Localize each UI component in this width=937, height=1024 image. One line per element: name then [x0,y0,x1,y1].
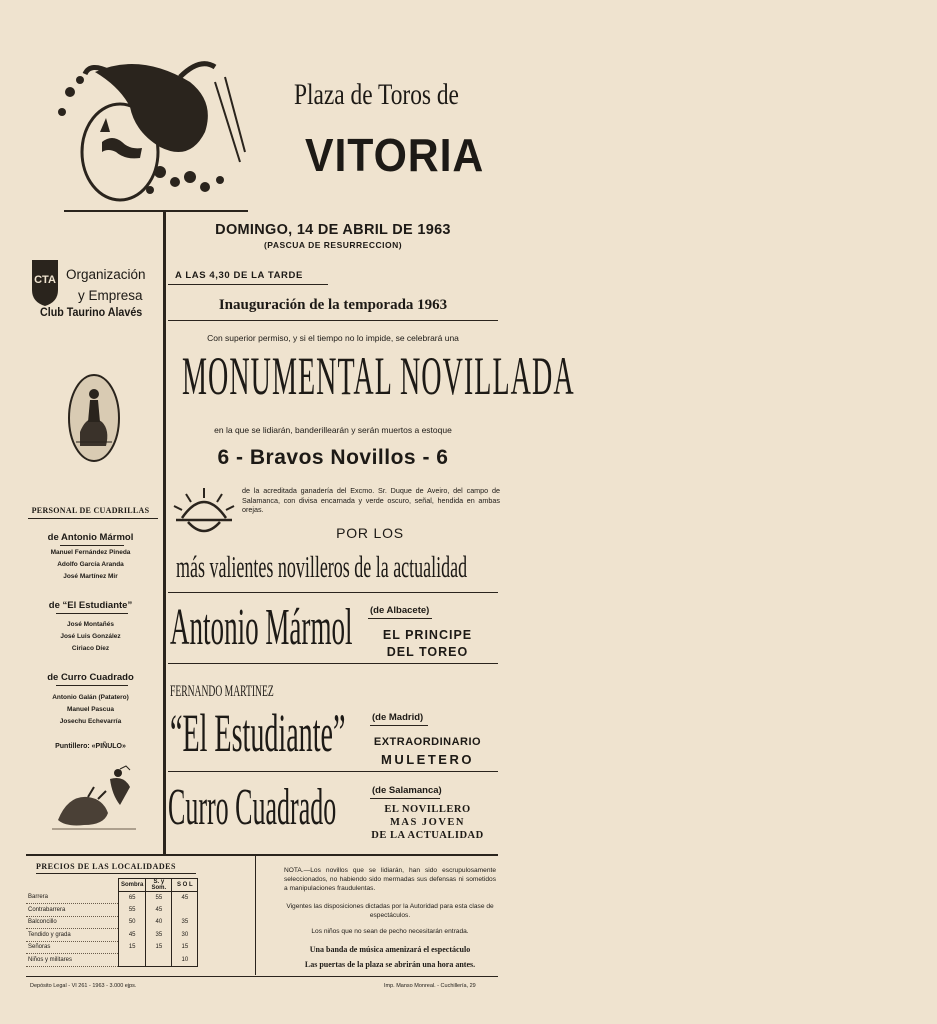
inauguration [168,296,498,314]
cuadrilla-3-title: de Curro Cuadrado [47,672,134,683]
price-value: 15 [172,941,198,954]
price-value [146,954,172,967]
price-value: 10 [172,954,198,967]
top-divider [64,210,248,212]
cuadrilla-1-member-2: Adolfo García Aranda [57,561,124,568]
footer-imprenta: Imp. Manso Monreal. - Cuchillería, 29 [384,983,476,989]
table-row [26,941,198,954]
title-line [282,78,482,112]
matador-3-tagline1: EL NOVILLERO [384,804,471,815]
cuadrilla-1-member-1: Manuel Fernández Pineda [50,549,131,556]
bullfight-sketch-illustration [48,765,140,837]
cuadrilla-3-title-underline [56,685,128,686]
matador-2-name-text: “El Estudiante” [170,703,346,763]
matador-2-name [170,702,360,764]
vertical-divider [163,210,166,854]
event-time: A LAS 4,30 DE LA TARDE [175,270,303,281]
matador-2-pre [170,683,300,701]
prices-header-spacer [26,879,119,892]
matador-2-pre-text: FERNANDO MARTINEZ [170,683,274,700]
note-nota: NOTA.—Los novillos que se lidiarán, han sido escrupulosamente seleccionados, no habiendo sido mermadas sus defensas ni sometidos a manipulaciones fraudulentas. [284,867,496,892]
price-value [119,954,146,967]
price-value: 35 [146,929,172,942]
organizer-line1: Organización [66,267,146,282]
price-value: 45 [172,892,198,904]
matador-1-origin: (de Albacete) [370,605,430,616]
table-row [26,904,198,917]
price-label: Balconcillo [26,916,119,929]
cuadrilla-3-member-1: Antonio Galán (Patatero) [52,694,129,701]
price-value: 35 [172,916,198,929]
price-value: 15 [146,941,172,954]
price-value: 15 [119,941,146,954]
price-label: Señoras [26,941,119,954]
lidiaran-text: en la que se lidiarán, banderillearán y serán muertos a estoque [214,425,452,435]
table-row [26,892,198,904]
prices-col-sol-sombra: S. y Som. [146,879,172,892]
title-city-text: VITORIA [305,129,485,181]
cuadrilla-1-title-underline [60,545,124,546]
price-label: Barrera [26,892,119,904]
note-ninos: Los niños que no sean de pecho necesitarán entrada. [311,928,469,935]
cuadrilla-2-member-1: José Montañés [67,621,114,628]
price-value [172,904,198,917]
inauguration-rule [168,320,498,321]
bottom-divider [26,854,498,856]
matador-3-name-text: Curro Cuadrado [168,779,337,836]
permission-text: Con superior permiso, y si el tiempo no lo impide, se celebrará una [207,333,459,343]
price-value: 50 [119,916,146,929]
cuadrilla-3-member-2: Manuel Pascua [67,706,114,713]
title-city [305,128,485,182]
valientes-text: más valientes novilleros de la actualidad [176,549,468,584]
bull-wreath-illustration [40,52,250,212]
price-label: Contrabarrera [26,904,119,917]
prices-heading-rule [36,873,196,874]
prices-col-sol: S O L [172,879,198,892]
por-los-text: POR LOS [336,525,404,541]
matador-2-origin-underline [370,725,428,726]
ganaderia-text: de la acreditada ganadería del Excmo. Sr. Duque de Aveiro, del campo de Salamanca, con divisa encarnada y verde oscuro, señal, hendida en ambas orejas. [242,486,500,514]
time-underline [168,284,328,285]
footer-divider [26,976,498,977]
price-value: 30 [172,929,198,942]
matador-3-origin-underline [370,798,440,799]
table-row [26,929,198,942]
price-value: 40 [146,916,172,929]
title-line-text: Plaza de Toros de [294,78,459,111]
price-value: 55 [146,892,172,904]
note-vigentes: Vigentes las disposiciones dictadas por la Autoridad para esta clase de espectáculos. [286,903,494,919]
matador-1-rule [168,663,498,664]
matador-2-tagline2: MULETERO [381,752,474,767]
matador-1-tagline2: DEL TOREO [386,645,469,659]
divisa-brand-icon [168,484,240,540]
cuadrilla-2-title: de “El Estudiante” [48,600,133,611]
organizer-line2: y Empresa [78,288,143,303]
cuadrilla-2-member-3: Ciriaco Díez [71,645,110,652]
prices-heading: PRECIOS DE LAS LOCALIDADES [36,862,176,871]
price-value: 45 [119,929,146,942]
event-type [182,346,575,406]
matador-1-name [170,598,370,658]
matador-2-rule [168,771,498,772]
footer-deposito: Depósito Legal - VI 261 - 1963 - 3.000 ejps. [30,983,137,989]
prices-divider [255,855,256,975]
prices-table [26,878,198,967]
event-type-text: MONUMENTAL NOVILLADA [182,346,575,406]
prices-header-row [26,879,198,892]
event-date: DOMINGO, 14 DE ABRIL DE 1963 [215,222,451,238]
note-puertas: Las puertas de la plaza se abrirán una hora antes. [304,960,476,969]
matador-2-tagline1: EXTRAORDINARIO [373,736,482,748]
matador-3-name [168,778,368,838]
cuadrilla-3-member-3: Josechu Echevarría [59,718,122,725]
matador-3-tagline2: MAS JOVEN [389,817,466,828]
cuadrilla-1-title: de Antonio Mármol [47,532,134,543]
novillos-text: 6 - Bravos Novillos - 6 [217,446,449,469]
inauguration-text: Inauguración de la temporada 1963 [218,297,448,313]
valientes [176,550,496,584]
prices-col-sombra: Sombra [119,879,146,892]
matadors-top-rule [168,592,498,593]
matador-3-tagline3: DE LA ACTUALIDAD [371,830,484,841]
cuadrilla-2-member-2: José Luis González [60,633,121,640]
table-row [26,916,198,929]
club-shield-letters: CTA [34,274,56,286]
matador-1-origin-underline [368,618,432,619]
cuadrilla-2-title-underline [56,613,128,614]
price-value: 55 [119,904,146,917]
matador-1-tagline1: EL PRINCIPE [382,628,473,642]
puntillero: Puntillero: «PIÑULO» [55,743,126,750]
note-banda: Una banda de música amenizará el espectáculo [309,945,471,954]
price-value: 65 [119,892,146,904]
torero-oval-illustration [66,372,122,464]
cuadrillas-heading-rule [28,518,158,519]
cuadrillas-heading: PERSONAL DE CUADRILLAS [31,506,150,515]
club-shield-icon [30,258,60,308]
price-label: Niños y militares [26,954,119,967]
matador-2-origin: (de Madrid) [372,712,424,723]
matador-1-name-text: Antonio Mármol [170,599,353,656]
table-row [26,954,198,967]
cuadrilla-1-member-3: José Martínez Mir [63,573,118,580]
price-label: Tendido y grada [26,929,119,942]
organizer-line3-text: Club Taurino Alavés [40,307,143,319]
price-value: 45 [146,904,172,917]
event-occasion: (PASCUA DE RESURRECCION) [263,240,403,250]
matador-3-origin: (de Salamanca) [372,785,442,796]
organizer-line3 [40,307,150,319]
